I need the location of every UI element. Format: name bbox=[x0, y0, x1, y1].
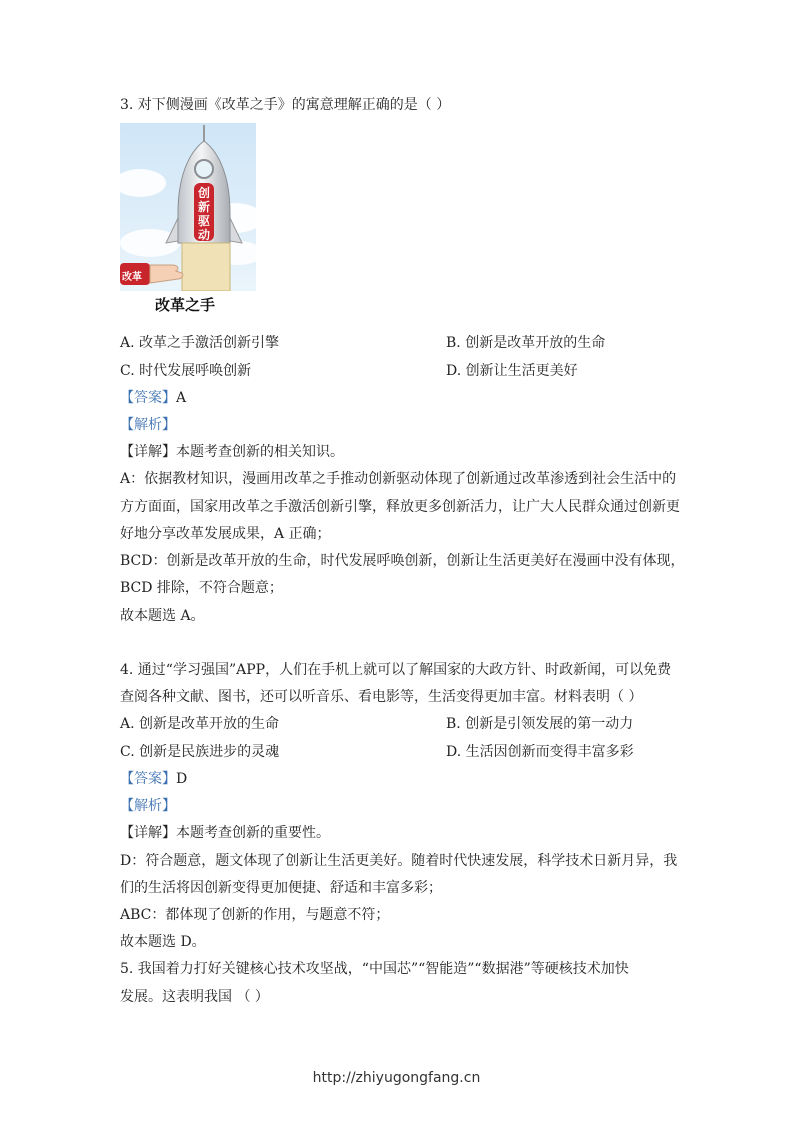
q3-stem: 3. 对下侧漫画《改革之手》的寓意理解正确的是（ ） bbox=[120, 97, 451, 113]
rocket-text-char: 创 bbox=[197, 186, 210, 200]
footer-url[interactable]: http://zhiyugongfang.cn bbox=[312, 1070, 481, 1086]
q3-explanation-line: BCD：创新是改革开放的生命，时代发展呼唤创新，创新让生活更美好在漫画中没有体现， bbox=[120, 553, 685, 569]
answer-value: A bbox=[176, 390, 187, 406]
q4-option-b: B. 创新是引领发展的第一动力 bbox=[446, 716, 634, 732]
q4-answer bbox=[120, 769, 187, 789]
detail-label: 【详解】 bbox=[120, 444, 176, 460]
q4-option-a: A. 创新是改革开放的生命 bbox=[120, 716, 280, 732]
detail-intro: 本题考查创新的重要性。 bbox=[176, 825, 330, 841]
rocket-text-char: 新 bbox=[197, 200, 210, 214]
q4-option-d: D. 生活因创新而变得丰富多彩 bbox=[446, 744, 634, 760]
q3-option-c: C. 时代发展呼唤创新 bbox=[120, 363, 252, 379]
q3-explanation-line: 好地分享改革发展成果，A 正确； bbox=[120, 526, 331, 542]
q4-explanation-line: 们的生活将因创新变得更加便捷、舒适和丰富多彩； bbox=[120, 880, 442, 896]
rocket-text-char: 驱 bbox=[197, 214, 210, 228]
q3-option-b: B. 创新是改革开放的生命 bbox=[446, 335, 606, 351]
reform-hand-cartoon bbox=[120, 123, 256, 291]
q3-explanation-line: BCD 排除，不符合题意； bbox=[120, 580, 283, 596]
cartoon-caption: 改革之手 bbox=[155, 296, 216, 314]
q4-stem-line: 查阅各种文献、图书，还可以听音乐、看电影等，生活变得更加丰富。材料表明（ ） bbox=[120, 689, 643, 705]
q4-analysis-label: 【解析】 bbox=[120, 798, 176, 814]
detail-intro: 本题考查创新的相关知识。 bbox=[176, 444, 344, 460]
q3-analysis-label: 【解析】 bbox=[120, 417, 176, 433]
answer-label: 【答案】 bbox=[120, 390, 176, 406]
q4-explanation-line: D：符合题意，题文体现了创新让生活更美好。随着时代快速发展，科学技术日新月异，我 bbox=[120, 853, 678, 869]
q3-detail bbox=[120, 442, 344, 462]
q3-explanation-line: 故本题选 A。 bbox=[120, 608, 205, 624]
q3-option-a: A. 改革之手激活创新引擎 bbox=[120, 335, 280, 351]
q4-stem-line: 4. 通过“学习强国”APP，人们在手机上就可以了解国家的大政方针、时政新闻，可以免费 bbox=[120, 662, 672, 678]
q5-stem-line: 5. 我国着力打好关键核心技术攻坚战，“中国芯”“智能造”“数据港”等硬核技术加快 bbox=[120, 961, 629, 977]
q5-stem-line: 发展。这表明我国 （ ） bbox=[120, 989, 269, 1005]
q4-option-c: C. 创新是民族进步的灵魂 bbox=[120, 744, 280, 760]
answer-label: 【答案】 bbox=[120, 771, 176, 787]
q3-option-d: D. 创新让生活更美好 bbox=[446, 363, 578, 379]
q4-explanation-line: ABC：都体现了创新的作用，与题意不符； bbox=[120, 907, 390, 923]
rocket-illustration bbox=[120, 123, 256, 291]
q3-answer bbox=[120, 388, 186, 408]
answer-value: D bbox=[176, 771, 188, 787]
q3-explanation-line: 方方面面，国家用改革之手激活创新引擎，释放更多创新活力，让广大人民群众通过创新更 bbox=[120, 499, 680, 515]
rocket-text-char: 动 bbox=[197, 228, 210, 242]
q4-detail bbox=[120, 823, 330, 843]
q4-explanation-line: 故本题选 D。 bbox=[120, 934, 206, 950]
q3-explanation-line: A：依据教材知识，漫画用改革之手推动创新驱动体现了创新通过改革渗透到社会生活中的 bbox=[120, 471, 677, 487]
detail-label: 【详解】 bbox=[120, 825, 176, 841]
sleeve-text: 改革 bbox=[122, 272, 142, 283]
